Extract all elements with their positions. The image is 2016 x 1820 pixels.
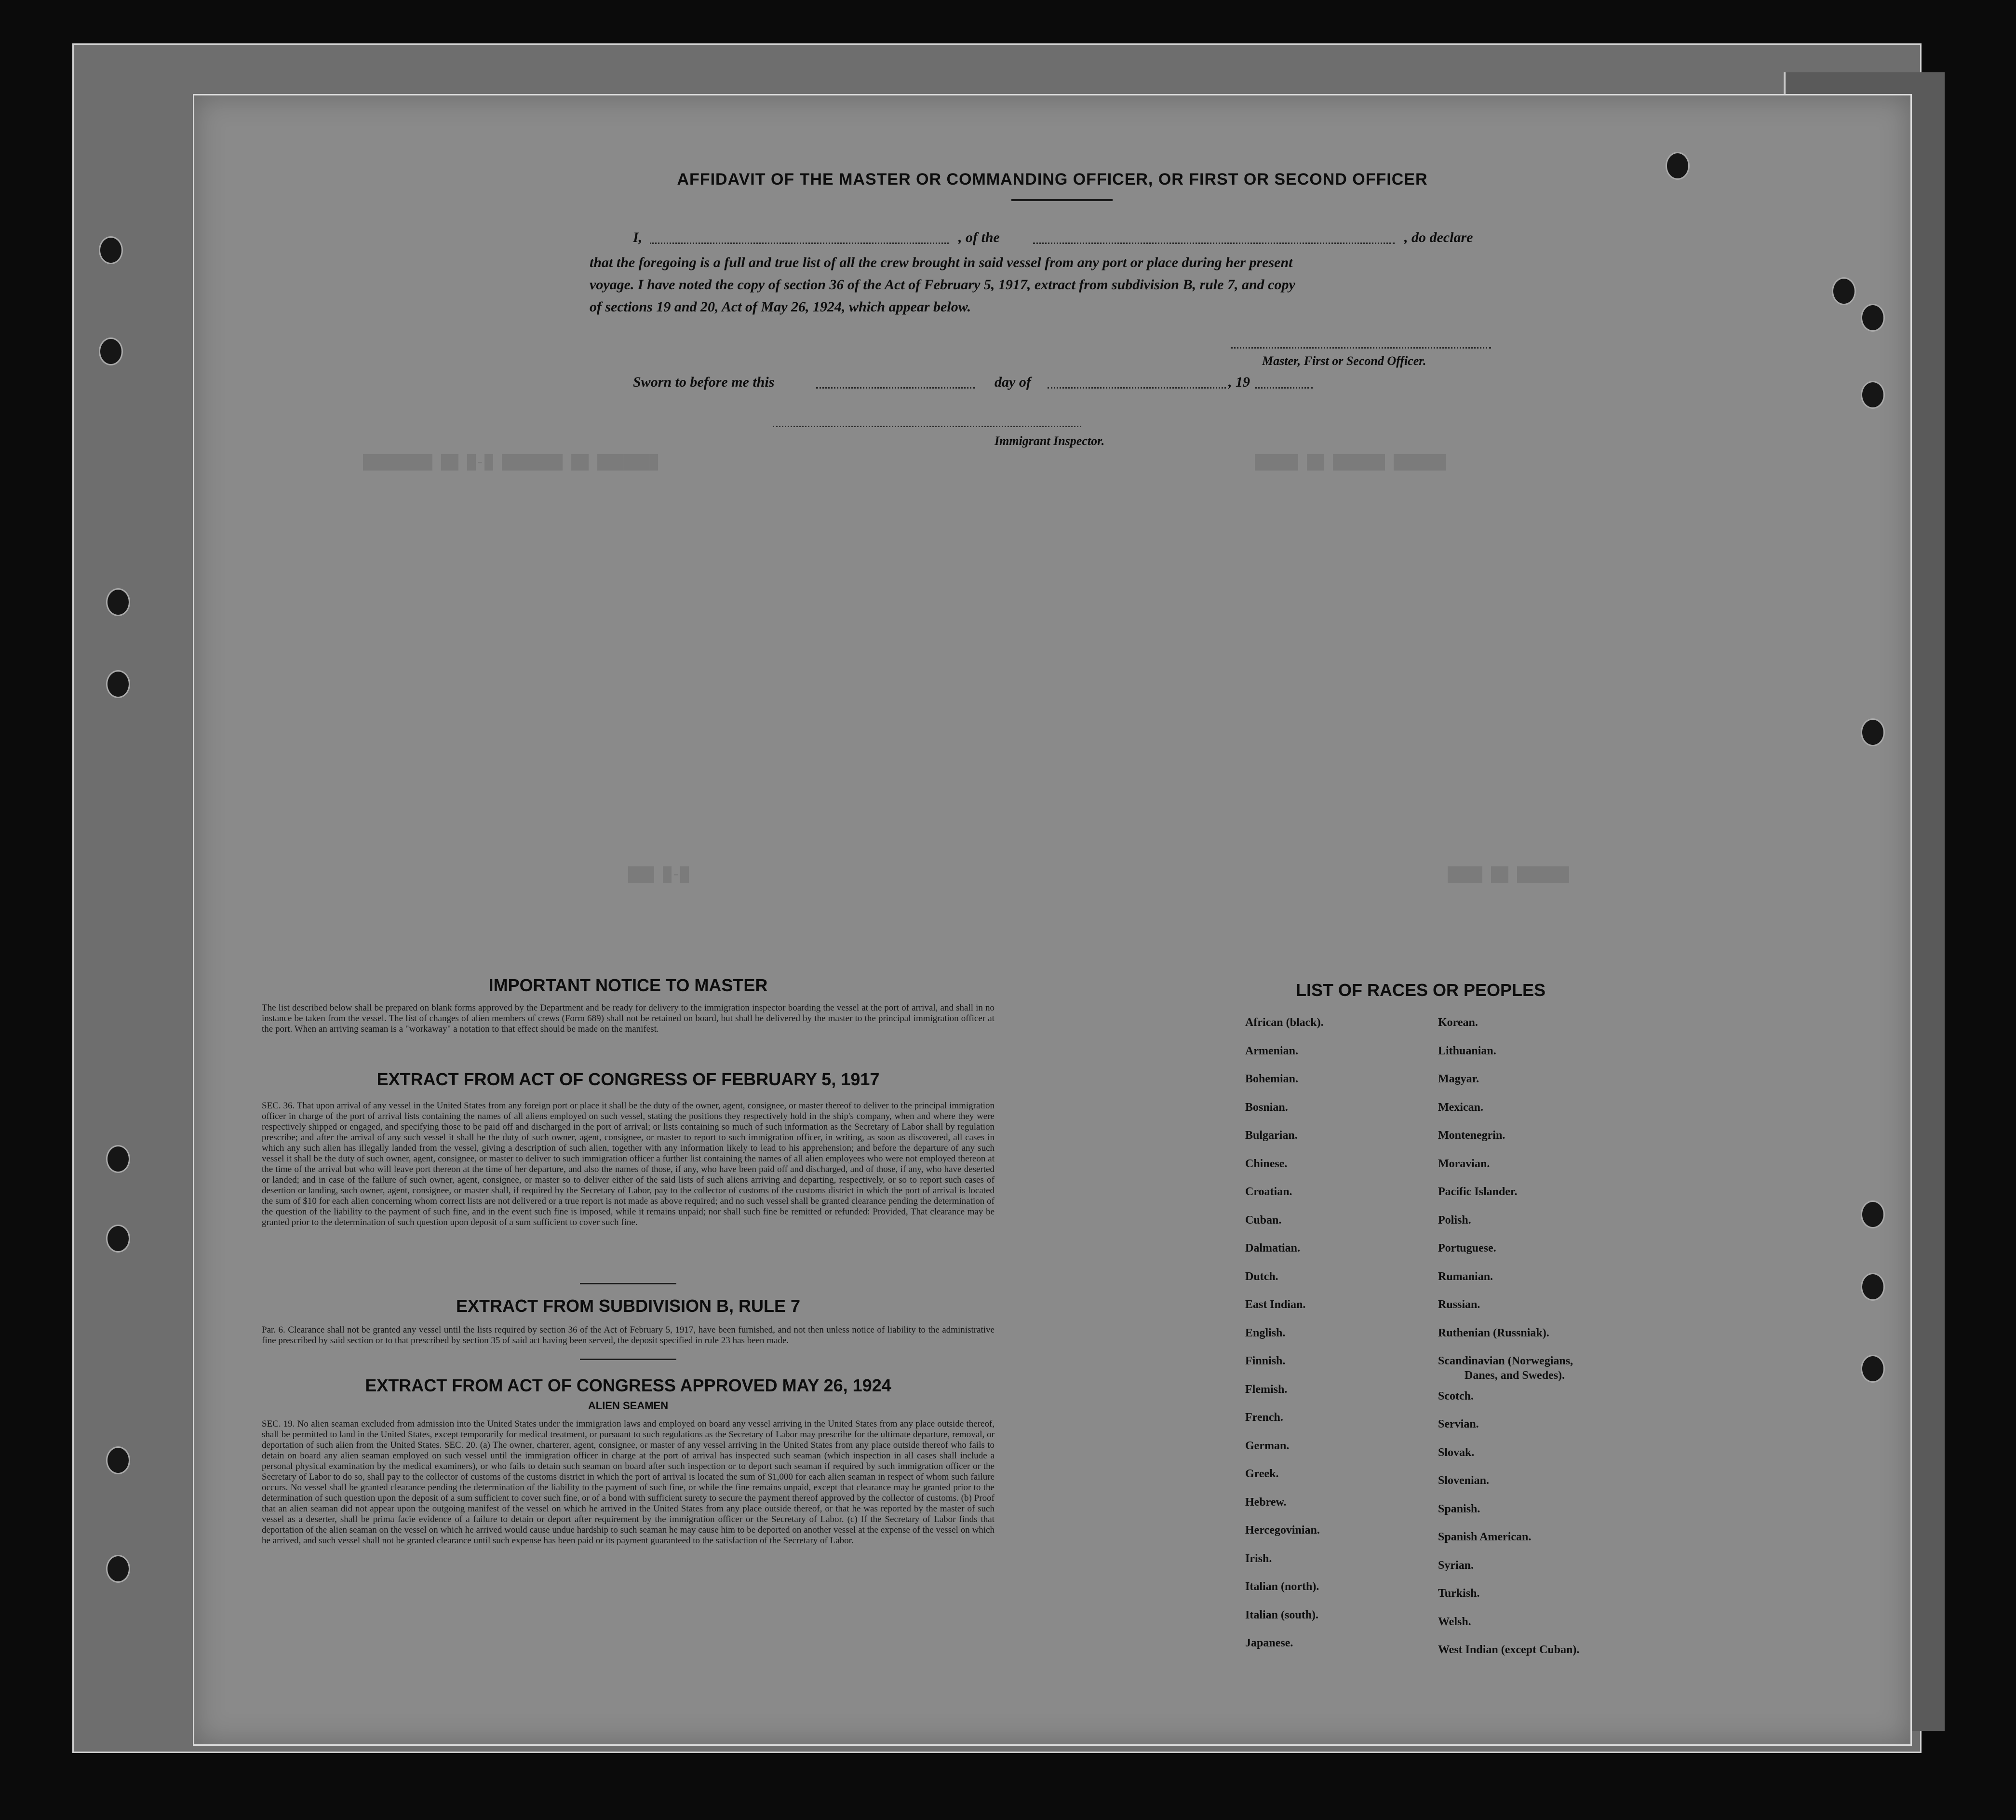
bleed-through-text: ████ ██ ██████	[1448, 867, 1570, 883]
punch-hole	[1861, 304, 1885, 332]
punch-hole	[99, 236, 123, 264]
punch-hole	[1666, 152, 1690, 180]
affidavit-line3: voyage. I have noted the copy of section 36 of the Act of February 5, 1917, extract from subdivision B, rule 7, and copy	[590, 277, 1295, 293]
extract-1924-subtitle: ALIEN SEAMEN	[588, 1400, 669, 1412]
race-entry: Bohemian.	[1245, 1073, 1299, 1085]
race-entry: Montenegrin.	[1438, 1129, 1505, 1142]
punch-hole	[1861, 718, 1885, 746]
race-entry: Welsh.	[1438, 1616, 1471, 1628]
punch-hole	[106, 1145, 130, 1173]
race-entry: Syrian.	[1438, 1559, 1474, 1572]
punch-hole	[99, 337, 123, 365]
race-entry: German.	[1245, 1440, 1290, 1452]
inspector-signature-field[interactable]	[773, 426, 1081, 427]
year-label: , 19	[1228, 374, 1250, 390]
race-entry: Spanish.	[1438, 1503, 1480, 1515]
race-entry: Bosnian.	[1245, 1101, 1288, 1114]
race-entry: Scotch.	[1438, 1390, 1474, 1402]
race-entry: Spanish American.	[1438, 1531, 1532, 1543]
form-page	[193, 94, 1912, 1746]
bleed-through-text: ███ █-█	[628, 867, 689, 883]
race-entry: Pacific Islander.	[1438, 1186, 1518, 1198]
race-entry: Mexican.	[1438, 1101, 1483, 1114]
divider	[580, 1283, 676, 1284]
race-entry: Armenian.	[1245, 1045, 1298, 1057]
punch-hole	[106, 1446, 130, 1474]
race-entry: Rumanian.	[1438, 1270, 1493, 1283]
race-entry: Polish.	[1438, 1214, 1471, 1227]
master-signature-field[interactable]	[1231, 347, 1491, 349]
race-entry: Ruthenian (Russniak).	[1438, 1327, 1549, 1339]
notice-text: The list described below shall be prepared on blank forms approved by the Department and be ready for delivery to the immigration inspector boarding the vessel at the port of arrival, and shall in no instance be taken from the vessel. The list of changes of alien members of crews (Form 689) shall not be retained on board, but shall be delivered by the master to the principal immigration officer at the port. When an arriving seaman is a "workaway" a notation to that effect should be made on the manifest.	[262, 1003, 995, 1034]
extract-1924-title: EXTRACT FROM ACT OF CONGRESS APPROVED MAY 26, 1924	[365, 1375, 891, 1395]
race-entry: Chinese.	[1245, 1158, 1288, 1170]
race-entry: Slovenian.	[1438, 1474, 1490, 1487]
affidavit-declare: , do declare	[1404, 229, 1473, 245]
race-entry: Servian.	[1438, 1418, 1479, 1430]
master-label: Master, First or Second Officer.	[1262, 354, 1426, 368]
race-entry: Finnish.	[1245, 1355, 1286, 1367]
race-entry: Russian.	[1438, 1298, 1480, 1311]
sworn-day-field[interactable]	[816, 387, 975, 389]
race-entry: Greek.	[1245, 1468, 1279, 1480]
punch-hole	[106, 1555, 130, 1583]
race-entry: Korean.	[1438, 1016, 1478, 1029]
race-entry: Magyar.	[1438, 1073, 1479, 1085]
race-entry: Moravian.	[1438, 1158, 1490, 1170]
races-title: LIST OF RACES OR PEOPLES	[1296, 980, 1546, 1000]
affidavit-line2: that the foregoing is a full and true list of all the crew brought in said vessel from any port or place during her present	[590, 255, 1293, 270]
race-entry: Hebrew.	[1245, 1496, 1287, 1509]
sworn-label: Sworn to before me this	[633, 374, 775, 390]
race-entry: Flemish.	[1245, 1383, 1288, 1396]
day-of-label: day of	[995, 374, 1031, 390]
race-entry: Japanese.	[1245, 1637, 1293, 1649]
extract-1917-text: SEC. 36. That upon arrival of any vessel in the United States from any foreign port or place it shall be the duty of the owner, agent, consignee, or master thereof to deliver to the principal immigration officer in charge of the port of arrival lists containing the names of all aliens employed on such vessel, stating the positions they respectively hold in the ship's company, when and where they were respectively shipped or engaged, and specifying those to be paid off and discharged in the port of arrival; or lists containing so much of such information as the Secretary of Labor shall by regulation prescribe; and after the arrival of any such vessel it shall be the duty of such owner, agent, consignee, or master to report to such immigration officer, in writing, as soon as discovered, all cases in which any such alien has illegally landed from the vessel, giving a description of such alien, together with any information likely to lead to his apprehension; and before the departure of any such vessel it shall be the duty of such owner, agent, consignee, or master to deliver to such immigration officer a further list containing the names of all alien employees who were not employed thereon at the time of the arrival but who will leave port thereon at the time of her departure, and also the names of those, if any, who have been paid off and discharged, and of those, if any, who have deserted or landed; and in case of the failure of such owner, agent, consignee, or master so to deliver either of the said lists of such aliens arriving and departing, respectively, or so to report such cases of desertion or landing, such owner, agent, consignee, or master shall, if required by the Secretary of Labor, pay to the collector of customs of the customs district in which the port of arrival is located the sum of $10 for each alien concerning whom correct lists are not delivered or a true report is not made as above required; and no such vessel shall be granted clearance pending the determination of the question of the liability to the payment of such fine, and in the event such fine is imposed, while it remains unpaid; nor shall such fine be remitted or refunded: Provided, That clearance may be granted prior to the determination of such question upon deposit of a sum sufficient to cover such fine.	[262, 1101, 995, 1227]
extract-1917-title: EXTRACT FROM ACT OF CONGRESS OF FEBRUARY 5, 1917	[376, 1069, 880, 1089]
race-entry: Dutch.	[1245, 1270, 1278, 1283]
affidavit-title: AFFIDAVIT OF THE MASTER OR COMMANDING OFFICER, OR FIRST OR SECOND OFFICER	[677, 170, 1428, 189]
race-entry: Lithuanian.	[1438, 1045, 1496, 1057]
rule7-title: EXTRACT FROM SUBDIVISION B, RULE 7	[456, 1296, 801, 1316]
notice-title: IMPORTANT NOTICE TO MASTER	[488, 975, 768, 995]
sworn-month-field[interactable]	[1048, 387, 1226, 389]
race-entry: Portuguese.	[1438, 1242, 1496, 1254]
race-entry: Croatian.	[1245, 1186, 1292, 1198]
divider	[580, 1359, 676, 1360]
punch-hole	[1861, 381, 1885, 409]
punch-hole	[106, 670, 130, 698]
race-entry: Cuban.	[1245, 1214, 1282, 1227]
race-entry: Scandinavian (Norwegians,	[1438, 1355, 1573, 1367]
race-entry: English.	[1245, 1327, 1286, 1339]
vessel-field[interactable]	[1033, 243, 1395, 244]
punch-hole	[1861, 1200, 1885, 1228]
race-entry: Italian (north).	[1245, 1580, 1319, 1593]
punch-hole	[106, 588, 130, 616]
race-entry: Italian (south).	[1245, 1609, 1319, 1621]
affidavit-line4: of sections 19 and 20, Act of May 26, 1924, which appear below.	[590, 299, 971, 315]
name-field[interactable]	[650, 243, 949, 244]
punch-hole	[1861, 1355, 1885, 1383]
race-entry: Irish.	[1245, 1552, 1272, 1565]
punch-hole	[1861, 1273, 1885, 1301]
affidavit-i: I,	[633, 229, 643, 245]
inspector-label: Immigrant Inspector.	[995, 434, 1105, 448]
race-entry: Slovak.	[1438, 1446, 1475, 1459]
race-entry: Danes, and Swedes).	[1465, 1369, 1565, 1382]
sworn-year-field[interactable]	[1255, 387, 1313, 389]
divider	[1011, 199, 1113, 201]
race-entry: Dalmatian.	[1245, 1242, 1300, 1254]
extract-1924-text: SEC. 19. No alien seaman excluded from admission into the United States under the immigration laws and employed on board any vessel arriving in the United States from any place outside thereof, shall be permitted to land in the United States, except temporarily for medical treatment, or pursuant to such regulations as the Secretary of Labor may prescribe for the ultimate departure, removal, or deportation of such alien from the United States. SEC. 20. (a) The owner, charterer, agent, consignee, or master of any vessel arriving in the United States from any place outside thereof who fails to detain on board any alien seaman employed on such vessel until the immigration officer in charge at the port of arrival has inspected such seaman (which inspection in all cases shall include a personal physical examination by the medical examiners), or who fails to detain such seaman on board after such inspection or to deport such seaman if required by such immigration officer or the Secretary of Labor to do so, shall pay to the collector of customs of the customs district in which the port of arrival is located the sum of $1,000 for each alien seaman in respect of whom such failure occurs. No vessel shall be granted clearance pending the determination of the liability to the payment of such fine, or while the fine remains unpaid, except that clearance may be granted prior to the determination of such question upon the deposit of a sum sufficient to cover such fine, or of a bond with sufficient surety to secure the payment thereof approved by the collector of customs. (b) Proof that an alien seaman did not appear upon the outgoing manifest of the vessel on which he arrived in the United States from any place outside thereof, or that he was reported by the master of such vessel as a deserter, shall be prima facie evidence of a failure to detain or deport after requirement by the immigration officer or the Secretary of Labor. (c) If the Secretary of Labor finds that deportation of the alien seaman on the vessel on which he arrived would cause undue hardship to such seaman he may cause him to be deported on another vessel at the expense of the vessel on which he arrived, and such vessel shall not be granted clearance until such expense has been paid or its payment guaranteed to the satisfaction of the Secretary of Labor.	[262, 1419, 995, 1546]
race-entry: French.	[1245, 1411, 1283, 1424]
bleed-through-text: █████ ██ ██████ ██████	[1255, 455, 1446, 471]
race-entry: East Indian.	[1245, 1298, 1306, 1311]
punch-hole	[1832, 277, 1856, 305]
race-entry: Bulgarian.	[1245, 1129, 1298, 1142]
race-entry: African (black).	[1245, 1016, 1324, 1029]
bleed-through-text: ████████ ██ █-█ ███████ ██ ███████	[363, 455, 659, 471]
race-entry: Turkish.	[1438, 1587, 1480, 1600]
rule7-text: Par. 6. Clearance shall not be granted any vessel until the lists required by section 36 of the Act of February 5, 1917, have been furnished, and not then unless notice of liability to the administrative fine prescribed by said section or to that prescribed by section 35 of said act having been served, the deposit specified in rule 23 has been made.	[262, 1325, 995, 1346]
affidavit-of: , of the	[958, 229, 1000, 245]
punch-hole	[106, 1225, 130, 1253]
race-entry: West Indian (except Cuban).	[1438, 1644, 1580, 1656]
race-entry: Hercegovinian.	[1245, 1524, 1320, 1537]
